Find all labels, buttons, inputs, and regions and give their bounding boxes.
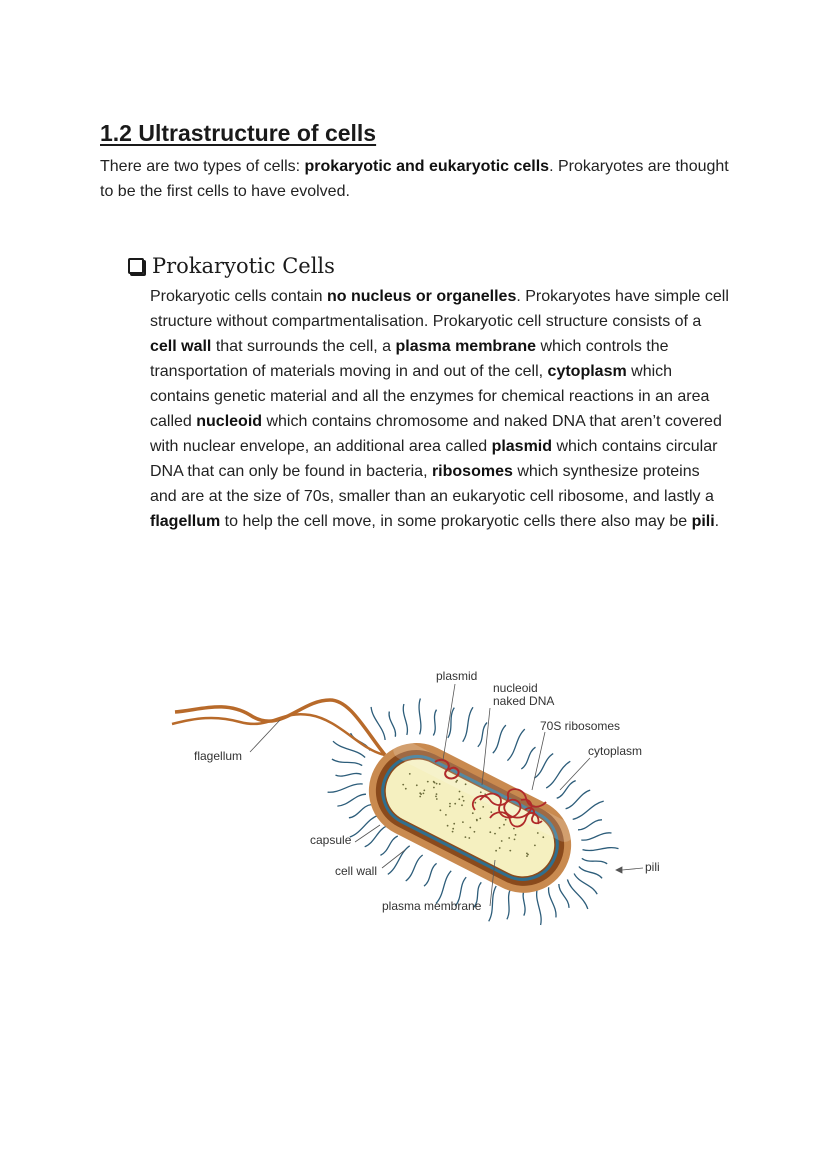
bold-term: flagellum — [150, 513, 221, 530]
pilus — [493, 725, 506, 753]
pilus — [573, 801, 604, 819]
pilus — [424, 863, 437, 886]
ribosome-dot — [440, 809, 442, 811]
pilus — [388, 846, 410, 875]
ribosome-dot — [465, 836, 467, 838]
ribosome-dot — [436, 783, 438, 785]
ribosome-dot — [405, 788, 407, 790]
pilus — [349, 805, 371, 818]
pilus — [537, 889, 542, 925]
label-nucleoid: nucleoid — [493, 681, 538, 695]
prokaryotic-paragraph: Prokaryotic cells contain no nucleus or organelles. Prokaryotes have simple cell structure without compartmentalisation. Prokaryotic cell structure consists of a cell wall that surrounds the cell, a plasma membrane which controls the transportation of materials moving in and out of the cell, cytoplasm which contains genetic material and all the enzymes for chemical reactions in an area called nucleoid which contains chromosome and naked DNA that aren’t covered with nuclear envelope, an additional area called plasmid which contains circular DNA that can only be found in bacteria, ribosomes which synthesize proteins and are at the size of 70s, smaller than an eukaryotic cell ribosome, and lastly a flagellum to help the cell move, in some prokaryotic cells there also may be pili. — [150, 288, 729, 530]
pilus — [523, 890, 525, 916]
bold-term: cytoplasm — [547, 363, 627, 380]
label-ribosomes: 70S ribosomes — [540, 719, 621, 733]
prokaryotic-cell-diagram — [160, 660, 680, 930]
ribosome-dot — [489, 831, 491, 833]
ribosome-dot — [495, 850, 497, 852]
prokaryotic-cell-illustration — [160, 660, 680, 930]
pilus — [478, 723, 487, 747]
subsection-title: Prokaryotic Cells — [152, 254, 335, 278]
label-plasma-membrane: plasma membrane — [382, 899, 482, 913]
pilus — [406, 855, 423, 881]
ribosome-dot — [423, 790, 425, 792]
pilus — [582, 858, 607, 864]
pilus — [380, 836, 397, 855]
ribosome-dot — [461, 804, 463, 806]
ribosome-dot — [509, 850, 511, 852]
subsection-heading — [128, 254, 335, 278]
ribosome-dot — [542, 836, 544, 838]
label-plasmid: plasmid — [436, 669, 478, 683]
pilus — [581, 833, 611, 840]
intro-paragraph: There are two types of cells: prokaryotic and eukaryotic cells. Prokaryotes are thought to be the first cells to have evolved. — [100, 158, 729, 200]
ribosome-dot — [436, 798, 438, 800]
pilus — [328, 784, 363, 792]
pilus — [365, 826, 388, 847]
ribosome-dot — [490, 811, 492, 813]
bold-term: pili — [691, 513, 715, 530]
pilus — [578, 820, 602, 830]
ribosome-dot — [435, 796, 437, 798]
ribosome-dot — [508, 837, 510, 839]
ribosome-dot — [503, 824, 505, 826]
pilus — [507, 889, 511, 920]
ribosome-dot — [462, 821, 464, 823]
ribosome-dot — [468, 837, 470, 839]
bold-term: cell wall — [150, 338, 212, 355]
ribosome-dot — [469, 827, 471, 829]
checkbox-bullet-icon — [128, 258, 144, 274]
ribosome-dot — [505, 819, 507, 821]
bold-term: plasmid — [491, 438, 553, 455]
ribosome-dot — [449, 806, 451, 808]
label-naked-dna: naked DNA — [493, 694, 555, 708]
ribosome-dot — [472, 812, 474, 814]
ribosome-dot — [433, 781, 435, 783]
ribosome-dot — [476, 819, 478, 821]
bold-term: ribosomes — [431, 463, 513, 480]
ribosome-dot — [501, 840, 503, 842]
pilus — [336, 773, 362, 776]
ribosome-dot — [456, 780, 458, 782]
ribosome-dot — [474, 831, 476, 833]
label-capsule: capsule — [310, 833, 352, 847]
ribosome-dot — [480, 791, 482, 793]
pilus — [332, 759, 362, 766]
ribosome-dot — [463, 800, 465, 802]
ribosome-dot — [515, 834, 517, 836]
ribosome-dot — [452, 831, 454, 833]
pilus — [337, 794, 366, 806]
pilus — [489, 886, 497, 921]
pilus — [371, 707, 385, 740]
pilus — [559, 884, 569, 908]
ribosome-dot — [482, 806, 484, 808]
pilus — [521, 747, 535, 769]
ribosome-dot — [439, 783, 441, 785]
ribosome-dot — [526, 855, 528, 857]
pilus — [566, 790, 591, 809]
bold-term: nucleoid — [196, 413, 263, 430]
ribosome-dot — [474, 802, 476, 804]
pilus — [350, 815, 379, 837]
pilus — [463, 707, 473, 742]
ribosome-dot — [416, 784, 418, 786]
label-pili: pili — [645, 860, 660, 874]
bold-term: no nucleus or organelles — [326, 288, 517, 305]
pilus — [579, 867, 602, 879]
pilus — [574, 874, 597, 895]
ribosome-dot — [453, 823, 455, 825]
label-cell-wall: cell wall — [335, 864, 378, 878]
ribosome-dot — [465, 783, 467, 785]
ribosome-dot — [433, 787, 435, 789]
ribosome-dot — [447, 825, 449, 827]
ribosome-dot — [419, 796, 421, 798]
pilus — [403, 704, 407, 735]
pilus — [549, 887, 556, 917]
ribosome-dot — [494, 833, 496, 835]
label-flagellum: flagellum — [194, 749, 243, 763]
ribosome-dot — [459, 791, 461, 793]
ribosome-dot — [402, 784, 404, 786]
pilus — [433, 710, 436, 736]
section-title: 1.2 Ultrastructure of cells — [100, 120, 377, 146]
ribosome-dot — [462, 796, 464, 798]
pilus — [507, 729, 524, 761]
ribosome-dot — [445, 814, 447, 816]
ribosome-dot — [514, 839, 516, 841]
ribosome-dot — [449, 803, 451, 805]
ribosome-dot — [436, 793, 438, 795]
ribosome-dot — [454, 803, 456, 805]
pilus — [389, 712, 395, 737]
ribosome-dot — [420, 793, 422, 795]
flagellum-shape — [175, 700, 385, 755]
ribosome-dot — [427, 781, 429, 783]
ribosome-dot — [409, 773, 411, 775]
ribosome-dot — [537, 832, 539, 834]
ribosome-dot — [458, 798, 460, 800]
ribosome-dot — [452, 828, 454, 830]
label-cytoplasm: cytoplasm — [588, 744, 643, 758]
pilus — [583, 848, 619, 851]
ribosome-dot — [479, 818, 481, 820]
bold-term: plasma membrane — [395, 338, 536, 355]
ribosome-dot — [499, 827, 501, 829]
pilus — [546, 761, 570, 788]
ribosome-dot — [499, 847, 501, 849]
pilus — [419, 699, 421, 735]
ribosome-dot — [423, 793, 425, 795]
ribosome-dot — [513, 828, 515, 830]
ribosome-dot — [527, 854, 529, 856]
ribosome-dot — [534, 845, 536, 847]
bold-term: prokaryotic and eukaryotic cells — [304, 158, 550, 175]
